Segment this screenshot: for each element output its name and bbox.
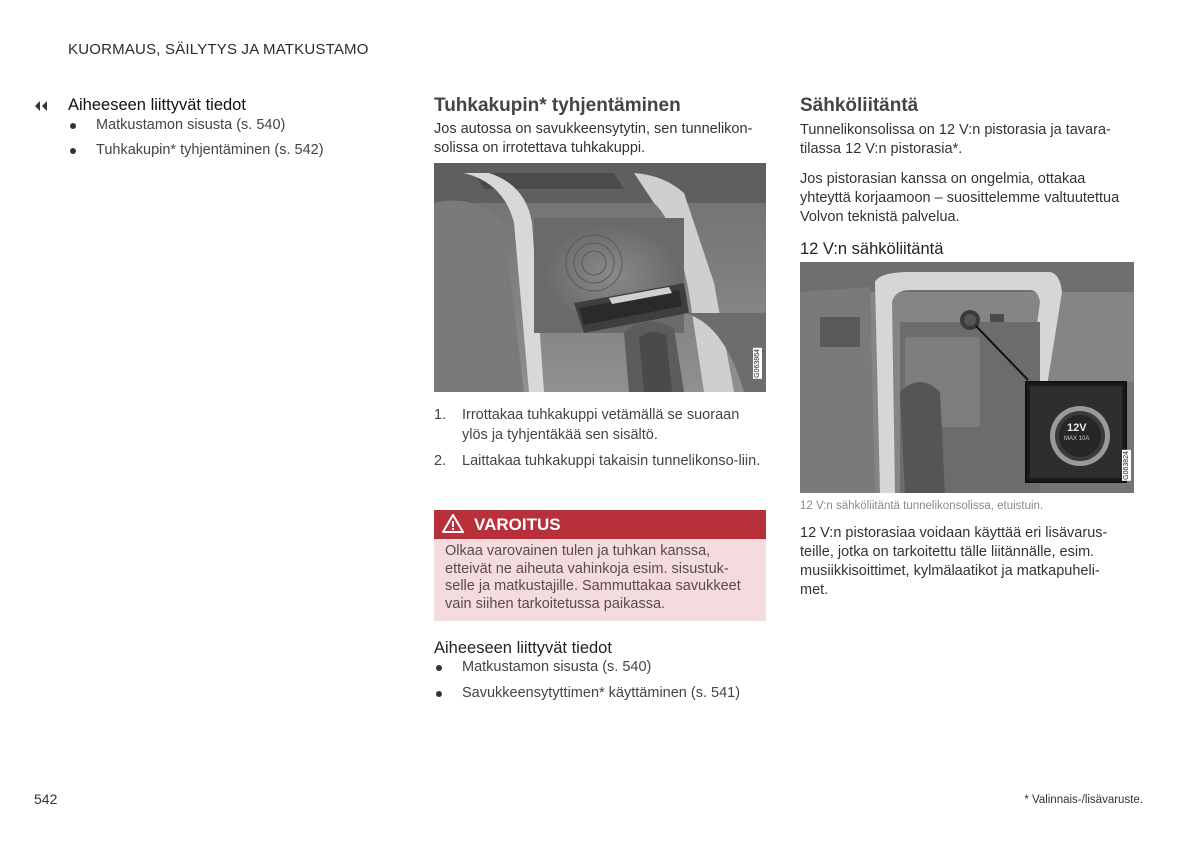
intro-text: Jos autossa on savukkeensytytin, sen tunnelikon- solissa on irrotettava tuhkakuppi. <box>434 121 753 156</box>
socket-subheading: 12 V:n sähköliitäntä <box>800 240 944 258</box>
socket-service-text: Jos pistorasian kanssa on ongelmia, ottakaa yhteyttä korjaamoon – suosittelemme valtuutettua Volvon teknistä palvelua. <box>800 171 1120 225</box>
step-text: Laittakaa tuhkakuppi takaisin tunnelikonso-liin. <box>462 453 761 469</box>
page-number: 542 <box>34 791 58 807</box>
socket-rating-text: MAX 10A <box>1064 436 1090 442</box>
page-header-title: KUORMAUS, SÄILYTYS JA MATKUSTAMO <box>68 41 369 58</box>
step-number: 2. <box>434 453 447 469</box>
bullet-icon <box>70 123 76 129</box>
related-link-text[interactable]: Tuhkakupin* tyhjentäminen (s. 542) <box>96 142 324 158</box>
image-code: G063864 <box>754 349 761 378</box>
image-code: G063824 <box>1123 451 1130 480</box>
related-link[interactable] <box>434 658 766 677</box>
related-link-text[interactable]: Savukkeensytyttimen* käyttäminen (s. 541) <box>462 685 741 701</box>
related-link-text[interactable]: Matkustamon sisusta (s. 540) <box>96 117 286 133</box>
warning-box <box>434 510 766 621</box>
warning-title: VAROITUS <box>474 514 561 534</box>
socket-intro-text: Tunnelikonsolissa on 12 V:n pistorasia ja tavara-tilassa 12 V:n pistorasia*. <box>800 122 1111 157</box>
bullet-icon <box>70 148 76 154</box>
related-link[interactable] <box>68 116 364 135</box>
ashtray-illustration <box>434 163 766 392</box>
double-chevron-left-icon[interactable] <box>34 99 48 117</box>
related-info-heading: Aiheeseen liittyvät tiedot <box>434 639 612 657</box>
warning-text: Olkaa varovainen tulen ja tuhkan kanssa, etteivät ne aiheuta vahinkoja esim. sisustuk-selle ja matkustajille. Sammuttakaa savukkeet vain siihen tarkoitetussa paikassa. <box>445 543 741 612</box>
warning-triangle-icon <box>442 514 464 538</box>
step-item <box>434 452 766 472</box>
bullet-icon <box>436 665 442 671</box>
footnote: * Valinnais-/lisävaruste. <box>1024 794 1143 806</box>
power-socket-section <box>800 95 1134 598</box>
socket-label-text: 12V <box>1067 422 1087 434</box>
bullet-icon <box>436 691 442 697</box>
section-heading: Sähköliitäntä <box>800 95 919 116</box>
warning-header <box>434 510 766 539</box>
step-number: 1. <box>434 407 447 423</box>
image-caption: 12 V:n sähköliitäntä tunnelikonsolissa, etuistuin. <box>800 500 1044 512</box>
step-text: Irrottakaa tuhkakuppi vetämällä se suoraan ylös ja tyhjentäkää sen sisältö. <box>462 407 740 443</box>
related-info-heading: Aiheeseen liittyvät tiedot <box>68 96 246 114</box>
related-link-text[interactable]: Matkustamon sisusta (s. 540) <box>462 659 652 675</box>
related-link[interactable] <box>434 684 766 703</box>
step-item <box>434 406 766 445</box>
socket-illustration <box>800 262 1134 493</box>
related-link[interactable] <box>68 141 364 160</box>
socket-usage-text: 12 V:n pistorasiaa voidaan käyttää eri lisävarus-teille, jotka on tarkoitettu tälle liitännälle, esim. musiikkisoittimet, kylmälaatikot ja matkapuheli-met. <box>800 525 1108 598</box>
related-info-column <box>34 95 364 160</box>
ashtray-section <box>434 95 766 701</box>
section-heading: Tuhkakupin* tyhjentäminen <box>434 95 681 116</box>
